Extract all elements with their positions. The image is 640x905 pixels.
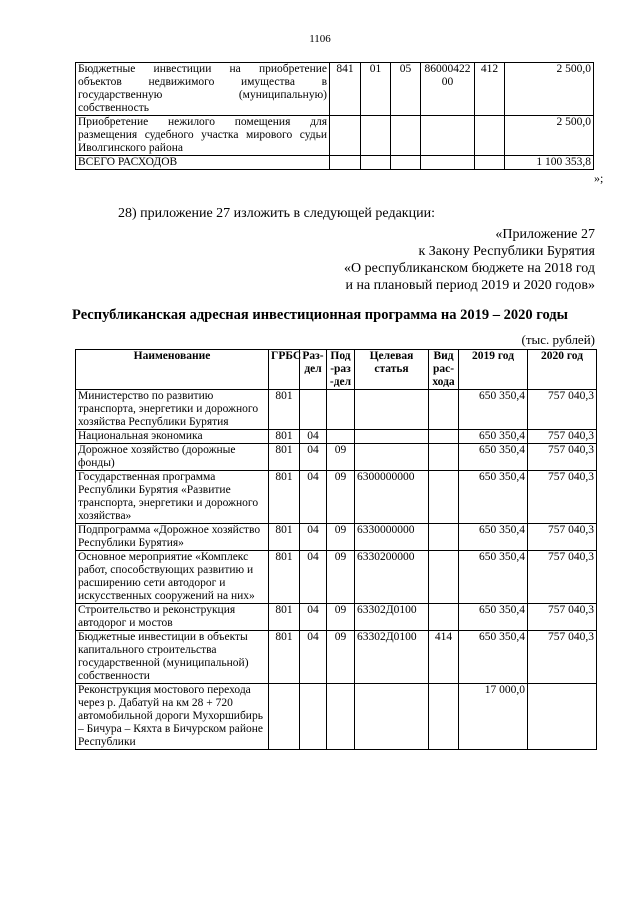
row-name: Бюджетные инвестиции на приобретение объектов недвижимого имущества в государственную (муниципальную) собственность xyxy=(76,63,330,116)
table-row xyxy=(76,604,597,631)
header-2020: 2020 год xyxy=(528,350,597,390)
units-label: (тыс. рублей) xyxy=(521,332,595,347)
podrazdel-cell: 09 xyxy=(327,551,355,604)
table-row xyxy=(76,390,597,430)
table-row xyxy=(76,631,597,684)
row-name: Бюджетные инвестиции в объекты капитального строительства государственной (муниципальной) собственности xyxy=(76,631,269,684)
amount-2019: 650 350,4 xyxy=(459,604,528,631)
target-cell: 6330000000 xyxy=(355,524,429,551)
razdel-cell: 01 xyxy=(361,63,391,116)
amount-2020: 757 040,3 xyxy=(528,631,597,684)
grbs-cell: 801 xyxy=(269,631,300,684)
header-grbs: ГРБС xyxy=(269,350,300,390)
amount-2020: 757 040,3 xyxy=(528,430,597,444)
grbs-cell: 801 xyxy=(269,430,300,444)
page-number: 1106 xyxy=(309,33,331,45)
target-cell xyxy=(355,684,429,750)
header-podrazdel: Под-раз-дел xyxy=(327,350,355,390)
amount-2019: 650 350,4 xyxy=(459,551,528,604)
vid-cell xyxy=(429,684,459,750)
razdel-cell: 04 xyxy=(300,631,327,684)
row-name: Национальная экономика xyxy=(76,430,269,444)
vid-cell xyxy=(475,116,505,156)
razdel-cell xyxy=(300,390,327,430)
appendix-header-line: и на плановый период 2019 и 2020 годов» xyxy=(345,278,595,293)
header-name: Наименование xyxy=(76,350,269,390)
amount-2020: 757 040,3 xyxy=(528,551,597,604)
amount-2020: 757 040,3 xyxy=(528,390,597,430)
podrazdel-cell: 09 xyxy=(327,471,355,524)
table-row xyxy=(76,684,597,750)
podrazdel-cell: 05 xyxy=(391,63,421,116)
amount-2019: 650 350,4 xyxy=(459,430,528,444)
razdel-cell: 04 xyxy=(300,430,327,444)
podrazdel-cell xyxy=(327,684,355,750)
table-row xyxy=(76,444,597,471)
table-row xyxy=(76,430,597,444)
vid-cell: 412 xyxy=(475,63,505,116)
grbs-cell: 841 xyxy=(330,63,361,116)
target-cell: 63302Д0100 xyxy=(355,604,429,631)
razdel-cell: 04 xyxy=(300,471,327,524)
table-row xyxy=(76,63,594,116)
target-cell: 6300000000 xyxy=(355,471,429,524)
podrazdel-cell: 09 xyxy=(327,631,355,684)
amount-2020 xyxy=(528,684,597,750)
amount-2020: 757 040,3 xyxy=(528,604,597,631)
grbs-cell xyxy=(330,116,361,156)
razdel-cell xyxy=(361,156,391,170)
target-cell xyxy=(421,156,475,170)
table-header-row xyxy=(76,350,597,390)
amount-2020: 757 040,3 xyxy=(528,471,597,524)
row-name: Подпрограмма «Дорожное хозяйство Республики Бурятия» xyxy=(76,524,269,551)
grbs-cell: 801 xyxy=(269,524,300,551)
podrazdel-cell xyxy=(327,390,355,430)
row-name: Министерство по развитию транспорта, энергетики и дорожного хозяйства Республики Бурятия xyxy=(76,390,269,430)
header-2019: 2019 год xyxy=(459,350,528,390)
grbs-cell: 801 xyxy=(269,444,300,471)
sum-cell: 1 100 353,8 xyxy=(505,156,594,170)
row-name: ВСЕГО РАСХОДОВ xyxy=(76,156,330,170)
vid-cell xyxy=(429,471,459,524)
razdel-cell: 04 xyxy=(300,551,327,604)
target-cell xyxy=(421,116,475,156)
investment-program-table xyxy=(75,349,597,750)
header-target: Целевая статья xyxy=(355,350,429,390)
table-row-total xyxy=(76,156,594,170)
header-vid: Вид рас-хода xyxy=(429,350,459,390)
table-row xyxy=(76,116,594,156)
target-cell xyxy=(355,430,429,444)
vid-cell: 414 xyxy=(429,631,459,684)
podrazdel-cell xyxy=(391,156,421,170)
amount-2019: 650 350,4 xyxy=(459,524,528,551)
podrazdel-cell xyxy=(327,430,355,444)
razdel-cell: 04 xyxy=(300,524,327,551)
document-title: Республиканская адресная инвестиционная программа на 2019 – 2020 годы xyxy=(72,307,568,323)
vid-cell xyxy=(429,444,459,471)
target-cell xyxy=(355,444,429,471)
sum-cell: 2 500,0 xyxy=(505,116,594,156)
target-cell xyxy=(355,390,429,430)
table-row xyxy=(76,551,597,604)
row-name: Строительство и реконструкция автодорог и мостов xyxy=(76,604,269,631)
target-cell: 6330200000 xyxy=(355,551,429,604)
amount-2020: 757 040,3 xyxy=(528,524,597,551)
sum-cell: 2 500,0 xyxy=(505,63,594,116)
grbs-cell: 801 xyxy=(269,471,300,524)
header-razdel: Раз-дел xyxy=(300,350,327,390)
podrazdel-cell xyxy=(391,116,421,156)
closing-quote: »; xyxy=(594,171,604,185)
row-name: Государственная программа Республики Бурятия «Развитие транспорта, энергетики и дорожного хозяйства» xyxy=(76,471,269,524)
target-cell: 63302Д0100 xyxy=(355,631,429,684)
appendix-header-line: к Закону Республики Бурятия xyxy=(418,244,595,259)
grbs-cell: 801 xyxy=(269,390,300,430)
previous-appendix-table xyxy=(75,62,594,170)
amount-2019: 650 350,4 xyxy=(459,444,528,471)
amount-2019: 650 350,4 xyxy=(459,390,528,430)
grbs-cell xyxy=(330,156,361,170)
amount-2019: 650 350,4 xyxy=(459,471,528,524)
vid-cell xyxy=(429,430,459,444)
row-name: Дорожное хозяйство (дорожные фонды) xyxy=(76,444,269,471)
vid-cell xyxy=(475,156,505,170)
vid-cell xyxy=(429,390,459,430)
razdel-cell: 04 xyxy=(300,604,327,631)
row-name: Реконструкция мостового перехода через р. Дабатуй на км 28 + 720 автомобильной дороги Мухоршибирь – Бичура – Кяхта в Бичурском районе Республики xyxy=(76,684,269,750)
vid-cell xyxy=(429,551,459,604)
grbs-cell xyxy=(269,684,300,750)
razdel-cell xyxy=(361,116,391,156)
target-cell: 8600042200 xyxy=(421,63,475,116)
vid-cell xyxy=(429,604,459,631)
amount-2019: 650 350,4 xyxy=(459,631,528,684)
appendix-header-line: «О республиканском бюджете на 2018 год xyxy=(344,261,595,276)
amount-2019: 17 000,0 xyxy=(459,684,528,750)
grbs-cell: 801 xyxy=(269,551,300,604)
podrazdel-cell: 09 xyxy=(327,524,355,551)
amount-2020: 757 040,3 xyxy=(528,444,597,471)
amendment-paragraph: 28) приложение 27 изложить в следующей редакции: xyxy=(118,206,435,221)
row-name: Основное мероприятие «Комплекс работ, способствующих развитию и расширению сети автодорог и искусственных сооружений на них» xyxy=(76,551,269,604)
row-name: Приобретение нежилого помещения для размещения судебного участка мирового судьи Иволгинского района xyxy=(76,116,330,156)
grbs-cell: 801 xyxy=(269,604,300,631)
vid-cell xyxy=(429,524,459,551)
podrazdel-cell: 09 xyxy=(327,444,355,471)
table-row xyxy=(76,524,597,551)
appendix-header-line: «Приложение 27 xyxy=(495,227,595,242)
podrazdel-cell: 09 xyxy=(327,604,355,631)
razdel-cell xyxy=(300,684,327,750)
table-row xyxy=(76,471,597,524)
razdel-cell: 04 xyxy=(300,444,327,471)
